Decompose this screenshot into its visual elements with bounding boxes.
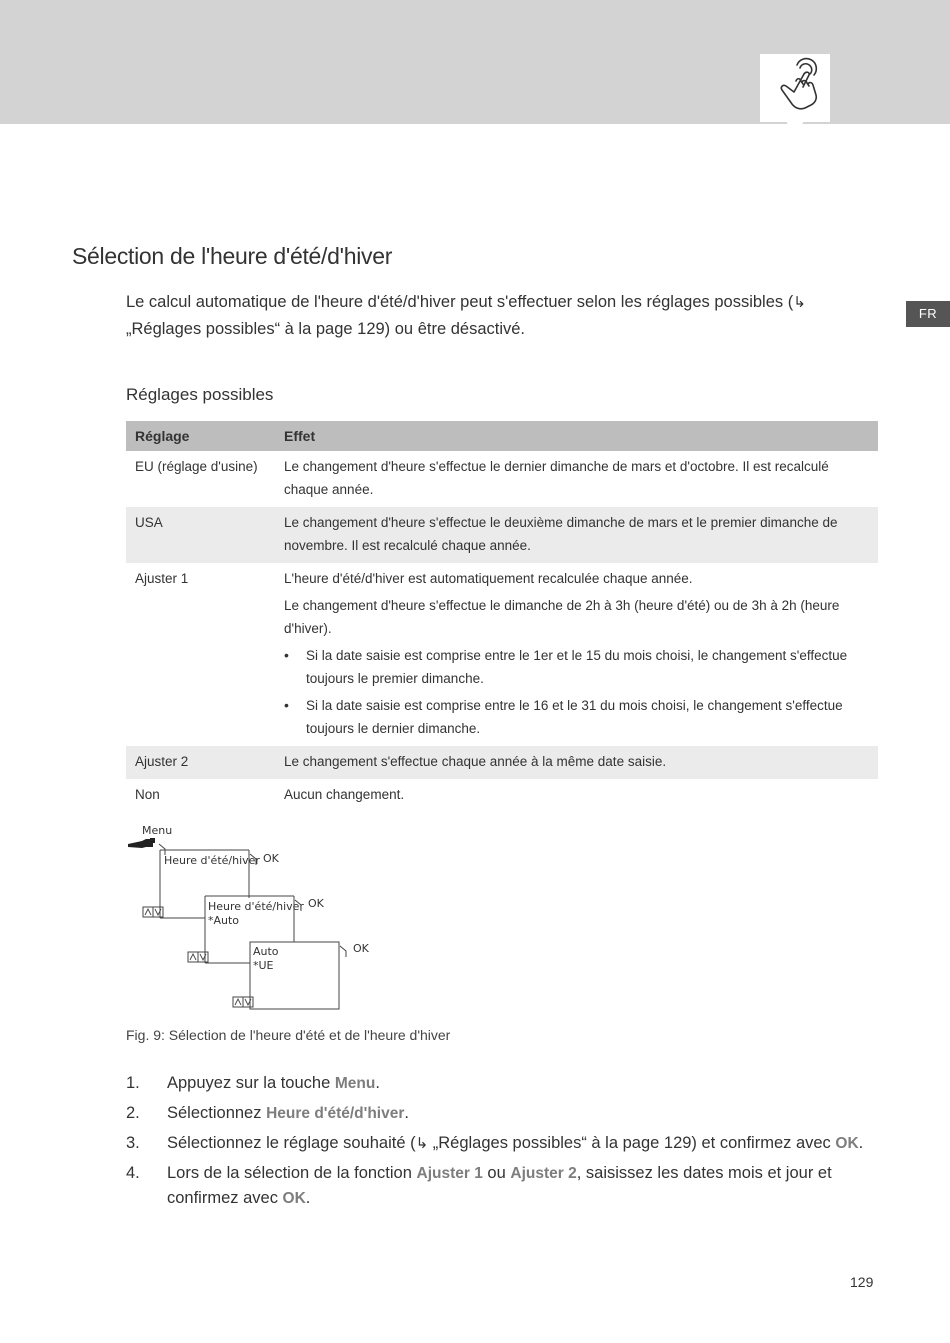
step-item bbox=[126, 1131, 874, 1156]
effect-cell: Le changement d'heure s'effectue le deuxième dimanche de mars et le premier dimanche de novembre. Il est recalculé chaque année. bbox=[275, 507, 878, 563]
pointing-hand-icon bbox=[128, 838, 155, 848]
setting-cell: Ajuster 2 bbox=[126, 746, 275, 779]
effect-cell: Le changement d'heure s'effectue le dernier dimanche de mars et d'octobre. Il est recalculé chaque année. bbox=[284, 459, 829, 497]
table-row bbox=[126, 507, 878, 563]
intro-paragraph bbox=[126, 289, 871, 342]
instruction-steps bbox=[126, 1071, 874, 1216]
ok-label-1: OK bbox=[263, 852, 279, 865]
step-text: . bbox=[305, 1189, 311, 1207]
effect-bullets bbox=[284, 644, 869, 740]
ok-key-label: OK bbox=[835, 1135, 859, 1152]
effect-cell: Le changement s'effectue chaque année à la même date saisie. bbox=[275, 746, 878, 779]
box-3-line-1: Auto bbox=[253, 945, 279, 958]
table-row bbox=[126, 779, 878, 812]
effect-line: L'heure d'été/d'hiver est automatiquement recalculée chaque année. bbox=[284, 571, 693, 586]
step-item bbox=[126, 1101, 874, 1126]
settings-subtitle: Réglages possibles bbox=[126, 385, 274, 404]
box-2-line-2: *Auto bbox=[208, 914, 240, 927]
menu-key-label: Menu bbox=[334, 1075, 376, 1092]
table-header-row bbox=[126, 421, 878, 451]
setting-cell: USA bbox=[126, 507, 275, 563]
step-text: . bbox=[858, 1134, 864, 1152]
hand-touch-icon bbox=[760, 54, 830, 122]
ok-label-2: OK bbox=[308, 897, 324, 910]
bullet-item: • Si la date saisie est comprise entre le 1er et le 15 du mois choisi, le changement s'effectue toujours le premier dimanche. bbox=[284, 644, 869, 690]
table-row bbox=[126, 451, 878, 507]
menu-option-label: Heure d'été/d'hiver bbox=[266, 1105, 405, 1122]
intro-text-after: ou être désactivé. bbox=[390, 320, 525, 338]
setting-cell: Ajuster 1 bbox=[135, 571, 189, 586]
step-text: Lors de la sélection de la fonction bbox=[167, 1164, 417, 1182]
option-ajuster-1-label: Ajuster 1 bbox=[416, 1165, 483, 1182]
box-2-line-1: Heure d'été/hiver bbox=[208, 900, 304, 913]
table-row bbox=[126, 563, 878, 746]
effect-line: Le changement d'heure s'effectue le dimanche de 2h à 3h (heure d'été) ou de 3h à 2h (heure d'hiver). bbox=[284, 598, 840, 636]
box-1-line-1: Heure d'été/hiver bbox=[164, 854, 260, 867]
step-text: Sélectionnez bbox=[167, 1104, 267, 1122]
step-text: Sélectionnez le réglage souhaité ( bbox=[167, 1134, 416, 1152]
diagram-arrow-icon bbox=[340, 946, 346, 957]
intro-text-before: Le calcul automatique de l'heure d'été/d'hiver peut s'effectuer selon les réglages possibles ( bbox=[126, 293, 794, 311]
figure-caption: Fig. 9: Sélection de l'heure d'été et de l'heure d'hiver bbox=[126, 1027, 451, 1043]
setting-cell: Non bbox=[135, 787, 160, 802]
setting-cell: EU (réglage d'usine) bbox=[135, 459, 258, 474]
step-number: 4. bbox=[126, 1164, 140, 1182]
menu-flow-diagram bbox=[126, 820, 406, 1020]
diagram-menu-label: Menu bbox=[142, 824, 173, 837]
step-text: ou bbox=[482, 1164, 511, 1182]
page-number: 129 bbox=[850, 1274, 874, 1290]
reference-arrow-icon: ↳ bbox=[415, 1135, 429, 1152]
hand-box-pointer bbox=[786, 121, 804, 136]
ok-key-label: OK bbox=[282, 1190, 306, 1207]
box-3-line-2: *UE bbox=[253, 959, 274, 972]
diagram-box-3 bbox=[250, 942, 339, 1009]
effect-cell: Aucun changement. bbox=[284, 787, 405, 802]
step-reference-link[interactable]: „Réglages possibles“ à la page 129) et confirmez avec bbox=[428, 1134, 836, 1152]
option-ajuster-2-label: Ajuster 2 bbox=[510, 1165, 577, 1182]
language-tab: FR bbox=[906, 301, 950, 327]
step-number: 1. bbox=[126, 1074, 140, 1092]
column-header-effect: Effet bbox=[275, 421, 878, 451]
step-text: . bbox=[375, 1074, 380, 1092]
step-text: Appuyez sur la touche bbox=[167, 1074, 335, 1092]
column-header-setting: Réglage bbox=[126, 421, 275, 451]
step-item bbox=[126, 1161, 874, 1211]
effect-cell bbox=[275, 563, 878, 746]
settings-table bbox=[126, 421, 878, 812]
intro-reference-link[interactable]: „Réglages possibles“ à la page 129) bbox=[126, 320, 391, 338]
bullet-item: • Si la date saisie est comprise entre le 16 et le 31 du mois choisi, le changement s'effectue toujours le dernier dimanche. bbox=[284, 694, 869, 740]
table-row bbox=[126, 746, 878, 779]
ok-label-3: OK bbox=[353, 942, 369, 955]
step-text: , saisissez les dates mois et jour et confirmez avec bbox=[167, 1164, 832, 1207]
step-item bbox=[126, 1071, 874, 1096]
step-number: 3. bbox=[126, 1134, 140, 1152]
step-text: . bbox=[404, 1104, 409, 1122]
hand-icon-box bbox=[760, 54, 830, 122]
section-title: Sélection de l'heure d'été/d'hiver bbox=[72, 243, 393, 269]
reference-arrow-icon: ↳ bbox=[793, 294, 806, 311]
step-number: 2. bbox=[126, 1104, 140, 1122]
